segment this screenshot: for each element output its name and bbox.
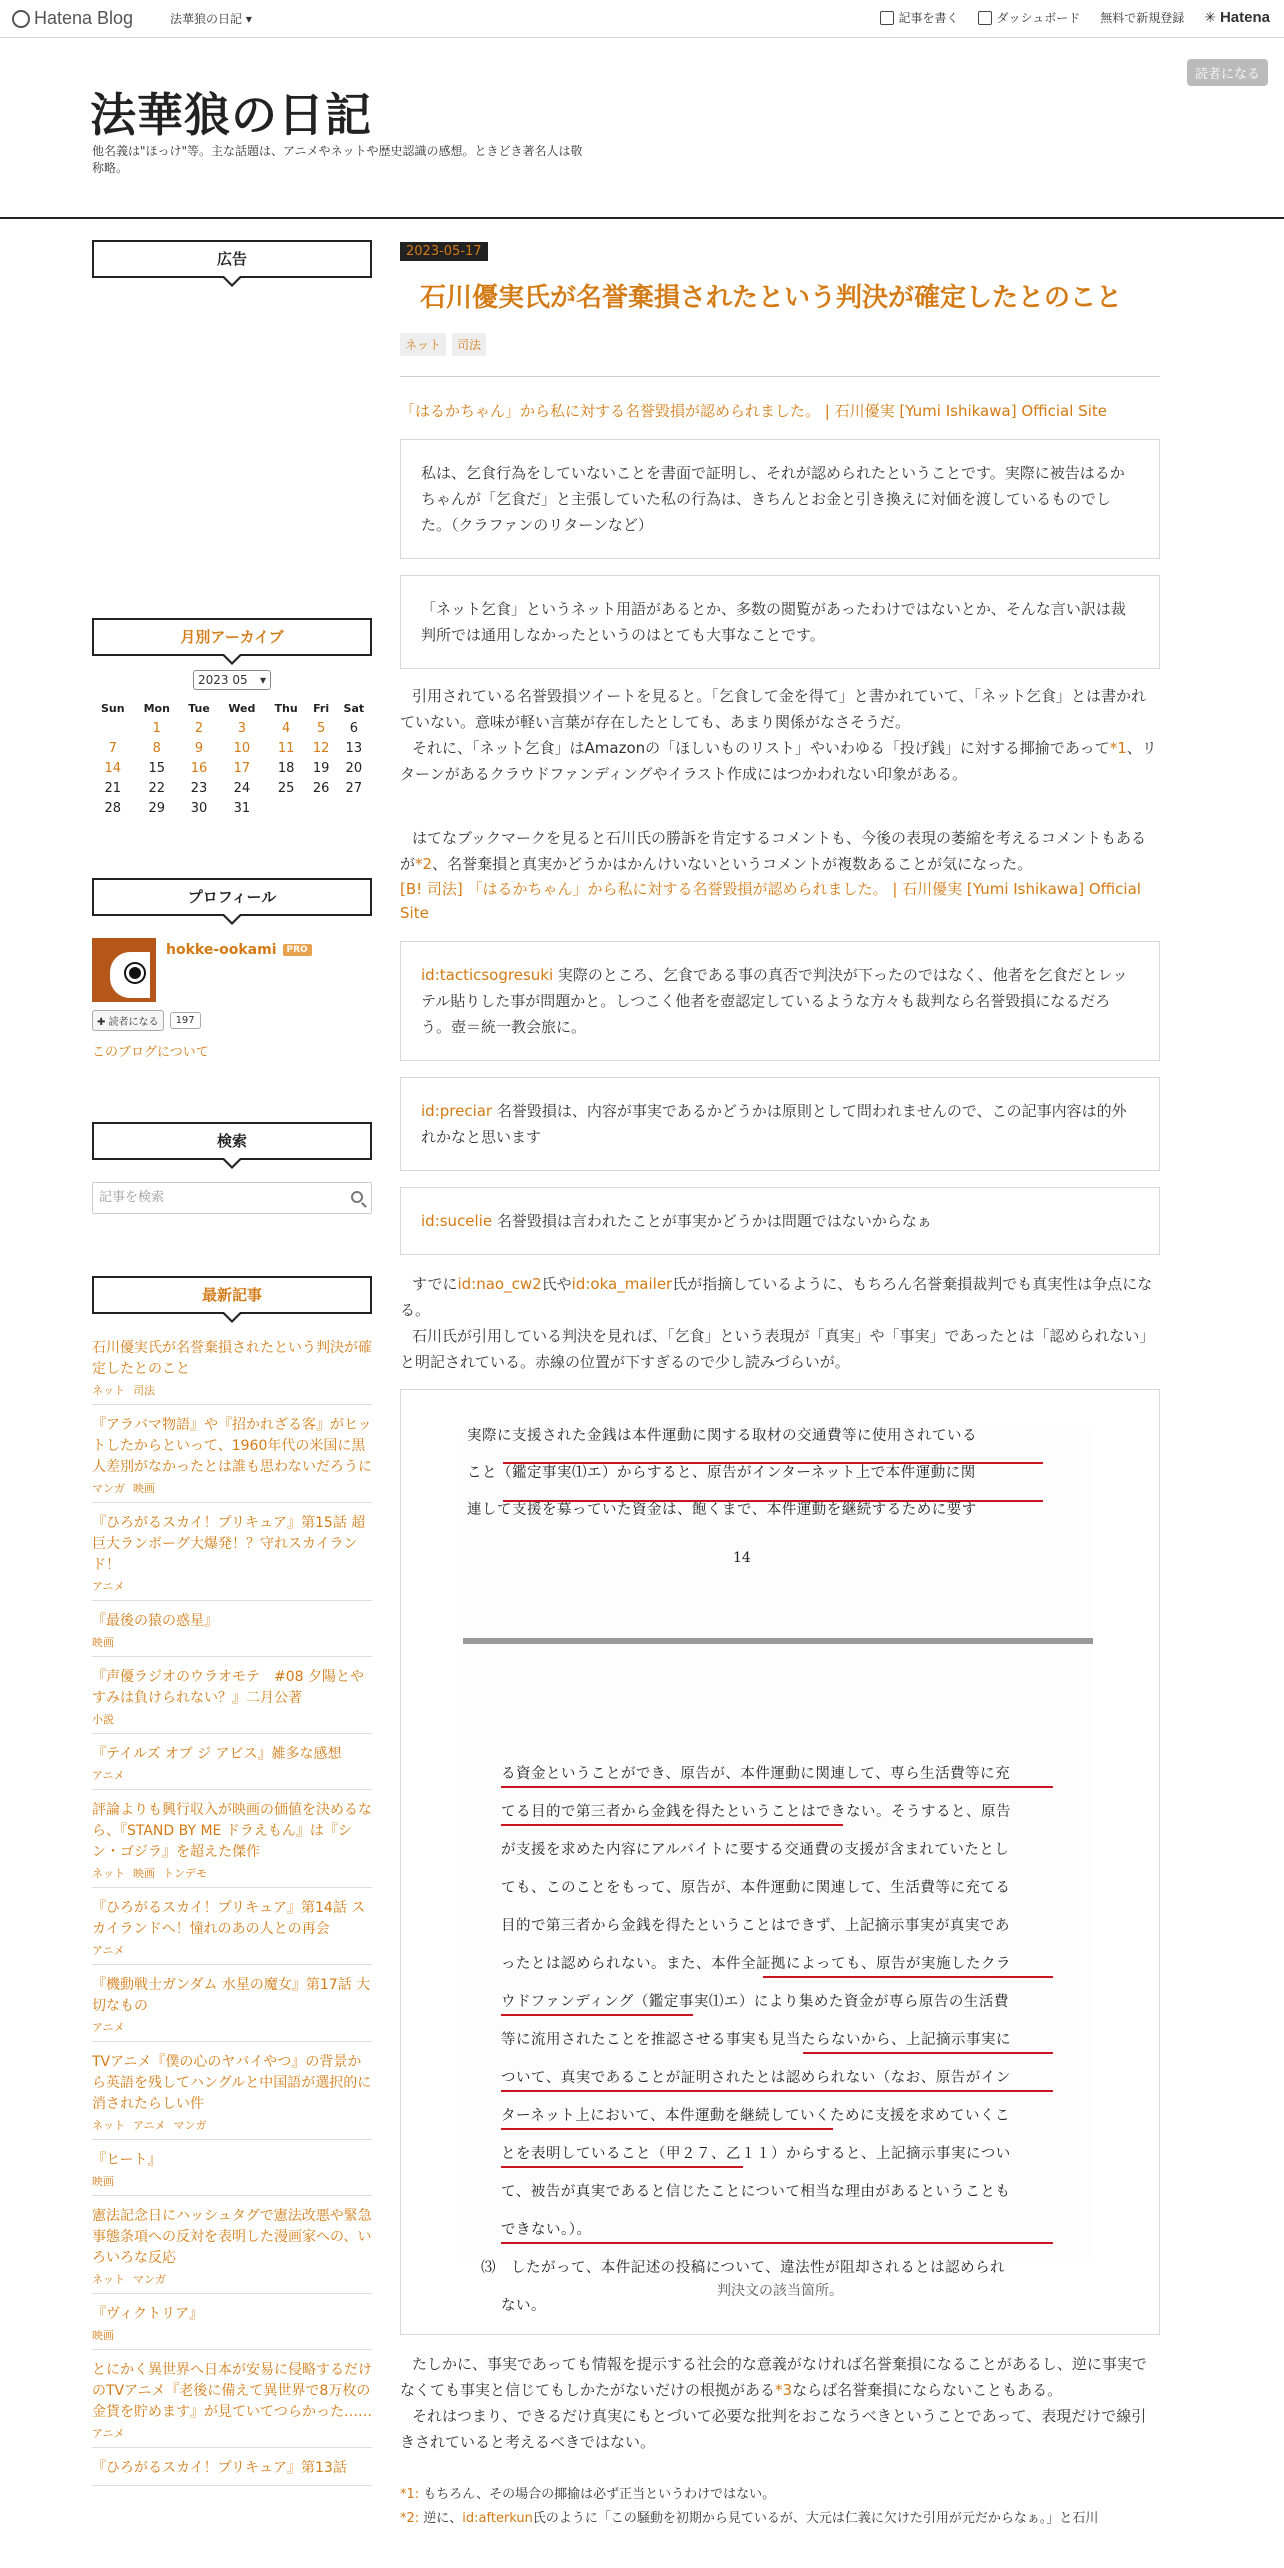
calendar-day: 29 [148,800,166,816]
scan-text-line: ターネット上において、本件運動を継続していくために支援を求めていくこ [501,2108,1010,2124]
scan-text-line: ⑶ したがって、本件記述の投稿について、違法性が阻却されるとは認められ [481,2260,1006,2276]
recent-article-link[interactable]: 『声優ラジオのウラオモテ #08 夕陽とやすみは負けられない？』二月公著 [92,1669,364,1706]
recent-article-category[interactable]: アニメ [133,2119,166,2132]
avatar[interactable] [92,938,156,1002]
ad-module-title: 広告 [92,240,372,278]
hatena-icon: ✳ [1204,9,1216,26]
calendar-day: 24 [233,780,251,796]
recent-article-item [92,1790,372,1888]
calendar-day: 27 [345,780,363,796]
scan-text-line: て、被告が真実であると信じたことについて相当な理由があるということも [501,2184,1011,2200]
recent-article-category[interactable]: アニメ [92,2427,125,2440]
archive-calendar [92,698,372,818]
recent-article-item [92,2196,372,2294]
about-blog-link[interactable]: このブログについて [92,1045,209,1060]
calendar-day [92,718,134,738]
register-link[interactable]: 無料で新規登録 [1100,11,1185,25]
calendar-day [336,798,372,818]
recent-article-item [92,1657,372,1734]
calendar-day[interactable]: 7 [108,740,117,756]
recent-article-link[interactable]: とにかく異世界へ日本が安易に侵略するだけのTVアニメ『老後に備えて異世界で8万枚の金貨を貯めます』が見ていてつらかった…… [92,2362,372,2420]
calendar-day: 30 [190,800,208,816]
recent-article-link[interactable]: 『ひろがるスカイ！プリキュア』第15話 超巨大ランボーグ大爆発！？守れスカイランド！ [92,1515,366,1573]
calendar-day: 23 [190,780,208,796]
scan-text-line: が支援を求めた内容にアルバイトに要する交通費の支援が含まれていたとし [501,1842,1010,1858]
calendar-day[interactable]: 16 [190,760,208,776]
blog-name-menu[interactable]: 法華狼の日記 ▾ [170,12,252,26]
archive-month-select[interactable]: 2023 05 ▾ [193,670,271,690]
calendar-day: 18 [277,760,295,776]
calendar-day: 6 [349,720,358,736]
calendar-day[interactable]: 10 [233,740,251,756]
recent-article-category[interactable]: ネット [92,2273,125,2286]
recent-article-category[interactable]: 映画 [133,1867,155,1880]
calendar-day[interactable]: 17 [233,760,251,776]
calendar-day[interactable]: 14 [104,760,122,776]
search-icon[interactable] [351,1191,363,1203]
recent-article-link[interactable]: 『ヒート』 [92,2152,162,2168]
recent-article-item [92,2350,372,2448]
calendar-day: 21 [104,780,122,796]
user-link[interactable]: id:tacticsogresuki [421,966,554,984]
calendar-weekday: Wed [228,701,256,715]
dashboard-button[interactable]: ダッシュボード [978,9,1080,26]
footnotes [400,2483,1160,2531]
scan-text-line: ウドファンディング（鑑定事実⑴エ）により集めた資金が専ら原告の生活費 [501,1994,1009,2010]
recent-article-category[interactable]: 映画 [92,2329,114,2342]
recent-article-item [92,1405,372,1503]
calendar-weekday: Sat [343,701,365,715]
recent-article-link[interactable]: 評論よりも興行収入が映画の価値を決めるなら、『STAND BY ME ドラえもん』は『シン・ゴジラ』を超えた傑作 [92,1802,372,1860]
figure-caption: 判決文の該当箇所。 [717,2283,843,2299]
recent-article-category[interactable]: トンデモ [163,1867,207,1880]
entry-title[interactable]: 石川優実氏が名誉棄損されたという判決が確定したとのこと [420,283,1123,313]
scan-text-line: 目的で第三者から金銭を得たということはできず、上記摘示事実が真実であ [501,1918,1010,1934]
recent-article-category[interactable]: 映画 [92,1636,114,1649]
calendar-weekday: Fri [313,701,330,715]
calendar-day[interactable]: 5 [316,720,326,736]
profile-module-title: プロフィール [92,878,372,916]
scan-text-line: 実際に支援された金銭は本件運動に関する取材の交通費等に使用されている [467,1428,977,1444]
recent-article-item [92,1503,372,1601]
recent-article-item [92,2042,372,2140]
recent-article-item [92,2448,372,2486]
calendar-day[interactable]: 4 [281,720,291,736]
recent-article-link[interactable]: 憲法記念日にハッシュタグで憲法改悪や緊急事態条項への反対を表明した漫画家への、いろいろな反応 [92,2208,372,2266]
paragraph: すでにid:nao_cw2氏やid:oka_mailer氏が指摘しているように、もちろん名誉棄損裁判でも真実性は争点になる。 [400,1275,1153,1319]
paragraph: はてなブックマークを見ると石川氏の勝訴を肯定するコメントも、今後の表現の萎縮を考えるコメントもあるが*2、名誉棄損と真実かどうかはかんけいないというコメントが複数あることが気になった。 [400,829,1146,873]
hatena-blog-logo-text: Hatena Blog [34,8,134,28]
calendar-day[interactable]: 1 [152,720,161,736]
scan-text-line: とを表明していること（甲２７、乙１１）からすると、上記摘示事実につい [501,2146,1011,2162]
recent-article-category[interactable]: 映画 [133,1482,155,1495]
recent-article-link[interactable]: 『ヴィクトリア』 [92,2306,204,2322]
calendar-day: 20 [345,760,363,776]
recent-article-category[interactable]: ネット [92,2119,125,2132]
dashboard-icon [978,11,992,25]
source-link[interactable]: 「はるかちゃん」から私に対する名誉毀損が認められました。 | 石川優実 [Yumi Ishikawa] Official Site [400,402,1107,420]
scan-text-line: できない。）。 [501,2222,592,2238]
entry [400,240,1160,2531]
global-header [0,0,1284,38]
hatena-blog-logo[interactable] [12,8,133,29]
recent-article-category[interactable]: ネット [92,1384,125,1397]
blog-header [0,39,1284,219]
recent-article-link[interactable]: TVアニメ『僕の心のヤバイやつ』の背景から英語を残してハングルと中国語が選択的に消されたらしい件 [92,2054,372,2112]
calendar-day[interactable]: 12 [312,740,330,756]
recent-article-category[interactable]: 小説 [92,1713,114,1726]
recent-module-title: 最新記事 [92,1276,372,1314]
calendar-weekday: Tue [188,701,210,715]
calendar-weekday: Mon [143,701,170,715]
paragraph: たしかに、事実であっても情報を提示する社会的な意義がなければ名誉棄損になることがあるし、逆に事実でなくても事実と信じてもしかたがないだけの根拠がある*3ならば名誉棄損にならないこともある。 [400,2355,1147,2399]
recent-article-category[interactable]: 映画 [92,2175,114,2188]
footnote-ref[interactable]: *2 [415,855,433,873]
scan-text-line: 連して支援を募っていた資金は、飽くまで、本件運動を継続するために要す [467,1502,977,1518]
paragraph: 石川氏が引用している判決を見れば、「乞食」という表現が「真実」や「事実」であったとは「認められない」と明記されている。赤線の位置が下すぎるので少し読みづらいが。 [400,1327,1155,1371]
calendar-weekday: Thu [274,701,298,715]
scan-page-number: 14 [733,1550,751,1566]
scan-text-line: 等に流用されたことを推認させる事実も見当たらないから、上記摘示事実に [501,2032,1011,2048]
user-link[interactable]: id:sucelie [421,1212,493,1230]
recent-article-item [92,1888,372,1965]
scan-text-line: こと（鑑定事実⑴エ）からすると、原告がインターネット上で本件運動に関 [467,1465,976,1481]
profile-name[interactable]: hokke-ookami PRO [166,942,312,958]
search-input[interactable]: 記事を検索 [92,1182,372,1214]
recent-article-category[interactable]: マンガ [173,2119,207,2132]
scan-text-line: ても、このことをもって、原告が、本件運動に関連して、生活費等に充てる [501,1880,1011,1896]
calendar-day[interactable]: 11 [277,740,295,756]
recent-article-category[interactable]: マンガ [133,2273,166,2286]
paragraph: それはつまり、できるだけ真実にもとづいて必要な批判をおこなうべきということであって、表現だけで線引きされていると考えるべきではない。 [400,2407,1147,2451]
recent-article-link[interactable]: 『テイルズ オブ ジ アビス』雑多な感想 [92,1746,342,1762]
scan-text-line: ついて、真実であることが証明されたとは認められない（なお、原告がイン [501,2070,1011,2086]
write-article-button[interactable]: 記事を書く [880,9,958,26]
subscribe-button[interactable]: 読者になる [1187,59,1268,86]
recent-article-category[interactable]: マンガ [92,1482,125,1495]
entry-category-tag[interactable]: ネット [400,333,446,356]
calendar-day[interactable]: 2 [194,720,204,736]
recent-article-category[interactable]: アニメ [92,1944,125,1957]
footnote-ref[interactable]: *3 [775,2381,793,2399]
calendar-day[interactable]: 9 [194,740,204,756]
hatena-blog-logo-icon [12,10,30,28]
paragraph: 引用されている名誉毀損ツイートを見ると。「乞食して金を得て」と書かれていて、「ネット乞食」とは書かれていない。意味が軽い言葉が存在したとしても、あまり関係がなさそうだ。 [400,687,1146,731]
user-link[interactable]: id:oka_mailer [571,1275,673,1293]
calendar-day: 31 [233,800,251,816]
scan-text-line: ったとは認められない。また、本件全証拠によっても、原告が実施したクラ [501,1956,1011,1972]
recent-article-link[interactable]: 『アラバマ物語』や『招かれざる客』がヒットしたからといって、1960年代の米国に黒人差別がなかったとは誰も思わないだろうに [92,1417,372,1475]
subscriber-count[interactable]: 197 [170,1012,201,1029]
footnote-1: *1: もちろん、その場合の揶揄は必ず正当というわけではない。 [400,2487,776,2502]
recent-article-category[interactable]: アニメ [92,2021,125,2034]
search-module-title: 検索 [92,1122,372,1160]
scan-text-line: る資金ということができ、原告が、本件運動に関連して、専ら生活費等に充 [501,1766,1011,1782]
calendar-day: 25 [277,780,295,796]
archive-module-title: 月別アーカイブ [92,618,372,656]
hatena-bookmark-link[interactable]: [B! 司法] 「はるかちゃん」から私に対する名誉毀損が認められました。 | 石川優実 [Yumi Ishikawa] Official Site [400,880,1141,922]
bookmark-comment: id:tacticsogresuki 実際のところ、乞食である事の真否で判決が下ったのではなく、他者を乞食だとレッテル貼りした事が問題かと。しつこく他者を壺認定しているような方々も裁判なら名誉毀損になるだろう。壺＝統一教会旅に。 [400,941,1160,1061]
recent-article-link[interactable]: 『最後の猿の惑星』 [92,1613,218,1629]
calendar-weekday: Sun [100,701,125,715]
calendar-day[interactable]: 8 [152,740,161,756]
paragraph: それに、「ネット乞食」はAmazonの「ほしいものリスト」やいわゆる「投げ銭」に対する揶揄であって*1、リターンがあるクラウドファンディングやイラスト作成にはつかわれない印象がある。 [400,739,1157,783]
recent-article-item [92,2294,372,2350]
scan-text-line: ない。 [501,2298,546,2314]
sidebar [92,240,372,2486]
blog-description: 他名義は"ほっけ"等。主な話題は、アニメやネットや歴史認識の感想。ときどき著名人は敬称略。 [92,144,583,175]
recent-article-link[interactable]: 『機動戦士ガンダム 水星の魔女』第17話 大切なもの [92,1977,371,2014]
blockquote: 「ネット乞食」というネット用語があるとか、多数の閲覧があったわけではないとか、そんな言い訳は裁判所では通用しなかったというのはとても大事なことです。 [400,575,1160,669]
scan-text-line: てる目的で第三者から金銭を得たということはできない。そうすると、原告 [501,1804,1011,1820]
recent-article-category[interactable]: アニメ [92,1769,125,1782]
recent-articles-list [92,1338,372,2486]
calendar-day: 26 [312,780,330,796]
recent-article-item [92,1965,372,2042]
recent-article-category[interactable]: アニメ [92,1580,125,1593]
recent-article-item [92,1601,372,1657]
entry-categories [400,333,1160,356]
footnote-2: *2: 逆に、id:afterkun氏のように「この騒動を初期から見ているが、大元は仁義に欠けた引用が元だからなぁ。」と石川 [400,2511,1099,2526]
recent-article-link[interactable]: 『ひろがるスカイ！プリキュア』第13話 [92,2460,347,2476]
recent-article-link[interactable]: 『ひろがるスカイ！プリキュア』第14話 スカイランドへ！憧れのあの人との再会 [92,1900,366,1937]
recent-article-category[interactable]: ネット [92,1867,125,1880]
blog-title[interactable]: 法華狼の日記 [90,88,372,142]
recent-article-item [92,1734,372,1790]
recent-article-link[interactable]: 石川優実氏が名誉棄損されたという判決が確定したとのこと [92,1340,372,1377]
pro-badge: PRO [283,944,312,956]
entry-category-tag[interactable]: 司法 [452,333,486,356]
calendar-day: 15 [148,760,166,776]
recent-article-category[interactable]: 司法 [133,1384,155,1397]
calendar-day [266,798,307,818]
user-link[interactable]: id:nao_cw2 [457,1275,542,1293]
pencil-icon [880,11,894,25]
calendar-day[interactable]: 3 [237,720,246,736]
entry-date[interactable]: 2023-05-17 [400,242,488,261]
blockquote: 私は、乞食行為をしていないことを書面で証明し、それが認められたということです。実際に被告はるかちゃんが「乞食だ」と主張していた私の行為は、きちんとお金と引き換えに対価を渡しているものでした。（クラファンのリターンなど） [400,439,1160,559]
calendar-day: 13 [345,740,363,756]
calendar-day: 19 [312,760,330,776]
calendar-day [307,798,336,818]
bookmark-comment: id:preciar 名誉毀損は、内容が事実であるかどうかは原則として問われませんので、この記事内容は的外れかなと思います [400,1077,1160,1171]
judgment-figure [400,1389,1160,2335]
bookmark-comment: id:sucelie 名誉毀損は言われたことが事実かどうかは問題ではないからなぁ [400,1187,1160,1255]
calendar-day: 22 [148,780,166,796]
footnote-ref[interactable]: *1 [1109,739,1127,757]
user-link[interactable]: id:preciar [421,1102,493,1120]
calendar-day: 28 [104,800,122,816]
profile-subscribe-button[interactable]: ✚ 読者になる [92,1010,164,1031]
recent-article-item [92,2140,372,2196]
recent-article-item [92,1338,372,1405]
profile [92,938,372,1002]
hatena-menu[interactable]: ✳ Hatena [1204,9,1270,26]
